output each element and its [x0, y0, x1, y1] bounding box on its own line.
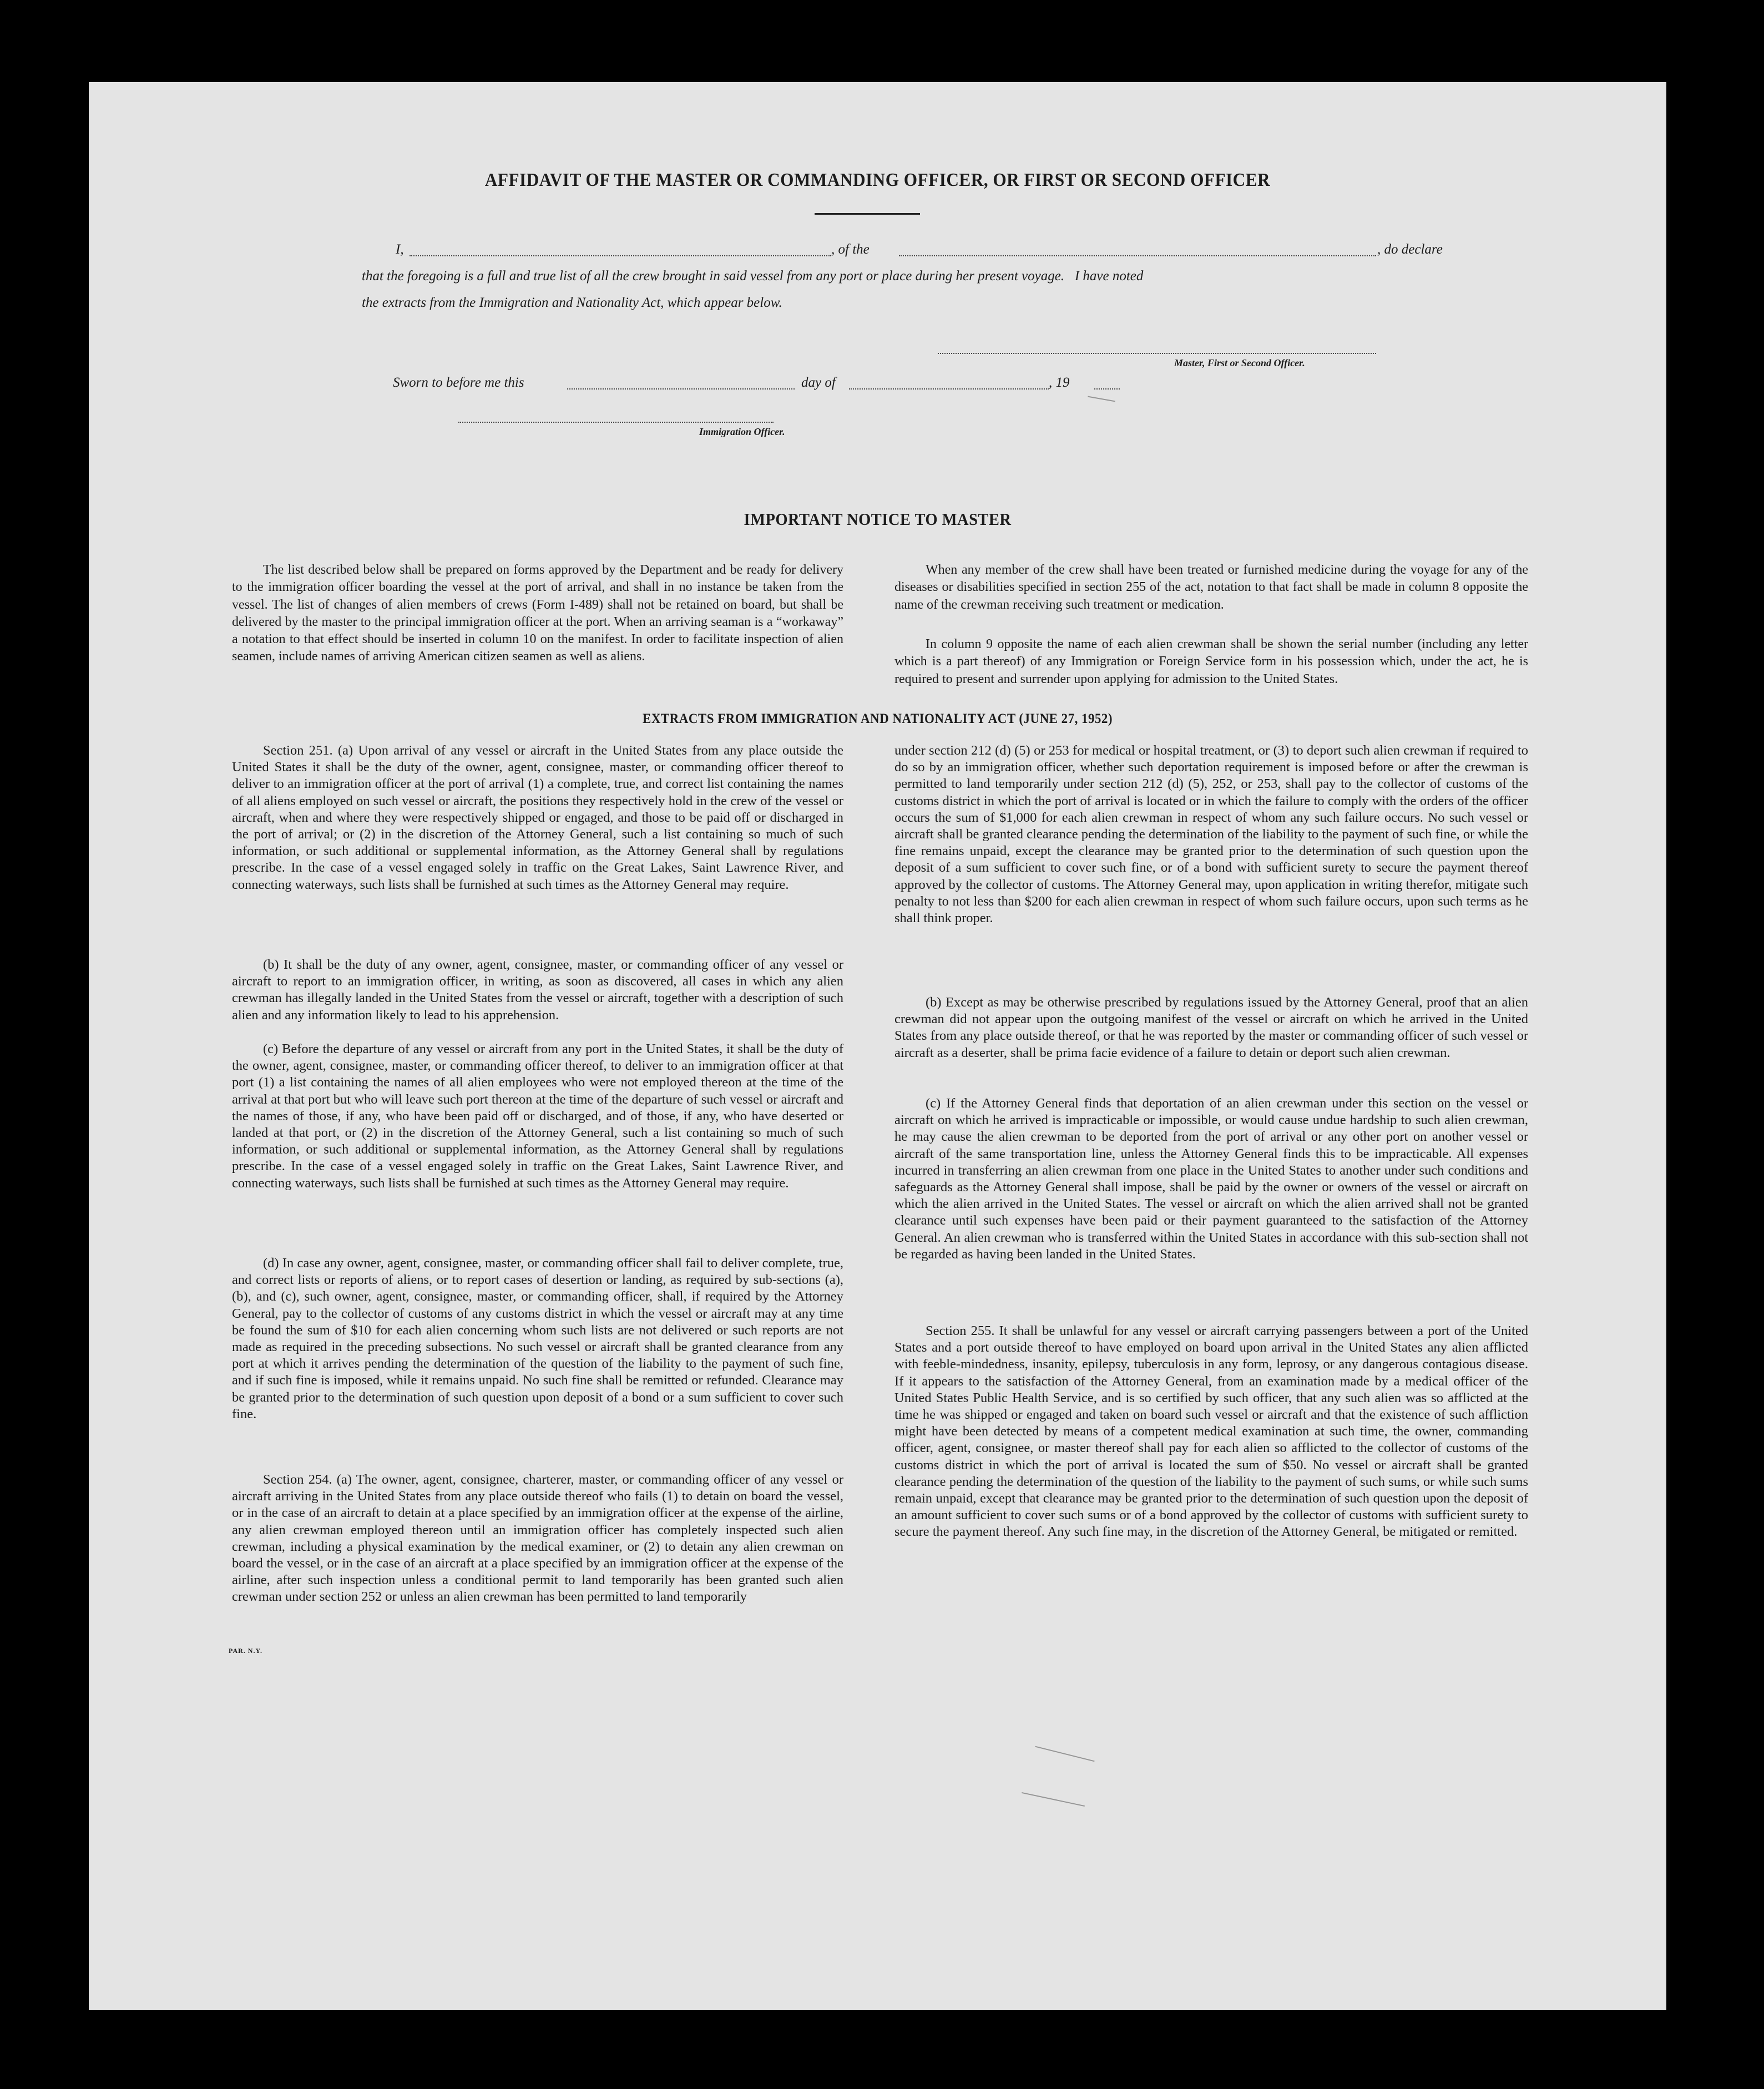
section-251-d: (d) In case any owner, agent, consignee, master, or commanding officer shall fail to deliver complete, true, and correct lists or reports of aliens, or to report cases of desertion or landing, as required by sub-sections (a), (b), and (c), such owner, agent, consignee, master, or commanding officer, shall, if required by the Attorney General, pay to the collector of customs of any customs district in which the vessel or aircraft may at any time be found the sum of $10 for each alien concerning whom such lists are not delivered or such reports are not made as required in the preceding subsections. No such vessel or aircraft shall be granted clearance from any port at which it arrives pending the determination of the question of the liability to the payment of such fine, and if such fine is imposed, while it remains unpaid. No such fine shall be remitted or refunded. Clearance may be granted prior to the determination of such question upon deposit of a bond or a sum sufficient to cover such fine.	[232, 1256, 843, 1422]
title-underline	[815, 213, 920, 215]
notice-right-paragraph-2: In column 9 opposite the name of each alien crewman shall be shown the serial number (including any letter which is a part thereof) of any Immigration or Foreign Service form in his possession which, under the act, he is required to present and surrender upon applying for admission to the United States.	[894, 637, 1528, 686]
declaration-line-1: that the foregoing is a full and true list of all the crew brought in said vessel from any port or place during her present voyage. I have noted	[362, 269, 1144, 284]
master-signature-label: Master, First or Second Officer.	[1174, 357, 1305, 368]
notice-title: IMPORTANT NOTICE TO MASTER	[744, 509, 1012, 529]
master-signature-line[interactable]	[938, 353, 1376, 354]
name-field[interactable]	[410, 255, 831, 256]
sworn-year-field[interactable]	[1094, 388, 1120, 390]
paper-scratch	[1088, 396, 1115, 402]
section-254-a: Section 254. (a) The owner, agent, consignee, charterer, master, or commanding officer of any vessel or aircraft arriving in the United States from any place outside thereof who fails (1) to detain on board the vessel, or in the case of an aircraft to detain at a place specified by an immigration officer at the expense of the airline, any alien crewman employed thereon until an immigration officer has completely inspected such alien crewman, including a physical examination by the medical examiner, or (2) to detain any alien crewman on board the vessel, or in the case of an aircraft at a place specified by an immigration officer at the expense of the airline, after such inspection unless a conditional permit to land temporarily has been granted such alien crewman under section 252 or unless an alien crewman has been permitted to land temporarily	[232, 1472, 843, 1605]
declaration-line-2: the extracts from the Immigration and Nationality Act, which appear below.	[362, 295, 782, 310]
officer-signature-line[interactable]	[458, 422, 774, 423]
paper-scratch	[1035, 1746, 1094, 1762]
extracts-title: EXTRACTS FROM IMMIGRATION AND NATIONALITY ACT (JUNE 27, 1952)	[643, 711, 1113, 726]
section-254-b: (b) Except as may be otherwise prescribed by regulations issued by the Attorney General, proof that an alien crewman did not appear upon the outgoing manifest of the vessel or aircraft on which he arrived in the United States from any place outside thereof, or that he was reported by the master or commanding officer of such vessel or aircraft as a deserter, shall be prima facie evidence of a failure to detain or deport such alien crewman.	[894, 995, 1528, 1060]
section-254-a-continued: under section 212 (d) (5) or 253 for medical or hospital treatment, or (3) to deport such alien crewman if required to do so by an immigration officer, whether such deportation requirement is imposed before or after the crewman is permitted to land temporarily under section 212 (d) (5), 252, or 253, shall pay to the collector of customs of the customs district in which the port of arrival is located or in which the failure to comply with the orders of the officer occurs the sum of $1,000 for each alien crewman in respect of whom any such failure occurs. No such vessel or aircraft shall be granted clearance pending the determination of the liability to the payment of such fine, or while the fine remains unpaid, except the clearance may be granted prior to the determination of such question upon the deposit of a sum sufficient to cover such fine, or of a bond with sufficient surety to secure the payment thereof approved by the collector of customs. The Attorney General may, upon application in writing therefor, mitigate such penalty to not less than $200 for each alien crewman in respect of whom such failure occurs, upon such terms as he shall think proper.	[894, 743, 1528, 926]
notice-right-paragraph-1: When any member of the crew shall have been treated or furnished medicine during the voyage for any of the diseases or disabilities specified in section 255 of the act, notation to that fact shall be made in column 8 opposite the name of the crewman receiving such treatment or medication.	[894, 563, 1528, 612]
notice-left-paragraph: The list described below shall be prepared on forms approved by the Department and be ready for delivery to the immigration officer boarding the vessel at the port of arrival, and shall in no instance be taken from the vessel. The list of changes of alien members of crews (Form I-489) shall not be retained on board, but shall be delivered by the master to the principal immigration officer at the port. When an arriving seaman is a “workaway” a notation to that effect should be inserted in column 10 on the manifest. In order to facilitate inspection of alien seamen, include names of arriving American citizen seamen as well as aliens.	[232, 563, 843, 664]
sworn-month-field[interactable]	[849, 388, 1049, 390]
of-the-label: , of the	[831, 242, 870, 257]
affidavit-title: AFFIDAVIT OF THE MASTER OR COMMANDING OFFICER, OR FIRST OR SECOND OFFICER	[484, 170, 1271, 190]
sworn-label: Sworn to before me this	[393, 375, 524, 390]
section-251-a: Section 251. (a) Upon arrival of any vessel or aircraft in the United States from any place outside the United States it shall be the duty of the owner, agent, consignee, master, or commanding officer thereof to deliver to an immigration officer at the port of arrival (1) a complete, true, and correct list containing the names of all aliens employed on such vessel or aircraft, the positions they respectively hold in the crew of the vessel or aircraft, when and where they were respectively shipped or engaged, and those to be paid off or discharged in the port of arrival; or (2) in the discretion of the Attorney General, such a list containing so much of such information, or such additional or supplemental information, as the Attorney General shall by regulations prescribe. In the case of a vessel engaged solely in traffic on the Great Lakes, Saint Lawrence River, and connecting waterways, such lists shall be furnished at such times as the Attorney General may require.	[232, 743, 843, 892]
section-251-c: (c) Before the departure of any vessel or aircraft from any port in the United States, it shall be the duty of the owner, agent, consignee, master, or commanding officer thereof, to deliver to an immigration officer at that port (1) a list containing the names of all alien employees who were not employed thereon at the time of the arrival at that port but who will leave such port thereon at the time of the departure of such vessel or aircraft and the names of those, if any, who have been paid off or discharged, and of those, if any, who have deserted or landed at that port, or (2) in the discretion of the Attorney General, such a list containing so much of such information, or such additional or supplemental information, as the Attorney General shall by regulations prescribe. In the case of a vessel engaged solely in traffic on the Great Lakes, Saint Lawrence River, and connecting waterways, such lists shall be furnished at such times as the Attorney General may require.	[232, 1041, 843, 1191]
section-254-c: (c) If the Attorney General finds that deportation of an alien crewman under this section on the vessel or aircraft on which he arrived is impracticable or impossible, or would cause undue hardship to such alien crewman, he may cause the alien crewman to be deported from the port of arrival or any other port on another vessel or aircraft of the same transportation line, unless the Attorney General finds this to be impracticable. All expenses incurred in transferring an alien crewman from one place in the United States to another under such conditions and safeguards as the Attorney General shall impose, shall be paid by the owner or owners of the vessel or aircraft on which the alien arrived in the United States. The vessel or aircraft on which the alien arrived shall not be granted clearance until such expenses have been paid or their payment guaranteed to the satisfaction of the Attorney General. An alien crewman who is transferred within the United States in accordance with this sub-section shall not be regarded as having been landed in the United States.	[894, 1096, 1528, 1262]
officer-signature-label: Immigration Officer.	[699, 426, 785, 437]
section-251-b: (b) It shall be the duty of any owner, agent, consignee, master, or commanding officer of any vessel or aircraft to report to an immigration officer, in writing, as soon as discovered, all cases in which any alien crewman has illegally landed in the United States from the vessel or aircraft, together with a description of such alien and any information likely to lead to his apprehension.	[232, 957, 843, 1023]
do-declare-label: , do declare	[1377, 242, 1443, 257]
section-255: Section 255. It shall be unlawful for any vessel or aircraft carrying passengers between a port of the United States and a port outside thereof to have employed on board upon arrival in the United States any alien afflicted with feeble-mindedness, insanity, epilepsy, tuberculosis in any form, leprosy, or any dangerous contagious disease. If it appears to the satisfaction of the Attorney General, from an examination made by a medical officer of the United States Public Health Service, and is so certified by such officer, that any such alien was so afflicted at the time he was shipped or engaged and taken on board such vessel or aircraft and that the existence of such affliction might have been detected by means of a competent medical examination at such time, the owner, commanding officer, agent, consignee, or master thereof shall pay for each alien so afflicted to the collector of customs of the customs district in which the port of arrival is located the sum of $50. No vessel or aircraft shall be granted clearance pending the determination of the question of the liability to the payment of such sums, or while such sums remain unpaid, except that clearance may be granted prior to the determination of such question upon the deposit of an amount sufficient to cover such sums or of a bond approved by the collector of customs with sufficient surety to secure the payment thereof. Any such fine may, in the discretion of the Attorney General, be mitigated or remitted.	[894, 1323, 1528, 1540]
year-label: , 19	[1049, 375, 1070, 390]
vessel-field[interactable]	[899, 255, 1376, 256]
day-of-label: day of	[801, 375, 836, 390]
paper-scratch	[1022, 1792, 1085, 1807]
sworn-day-field[interactable]	[567, 388, 795, 390]
printer-mark: PAR. N.Y.	[229, 1647, 263, 1655]
document-page	[89, 82, 1666, 2010]
i-label: I,	[396, 242, 404, 257]
